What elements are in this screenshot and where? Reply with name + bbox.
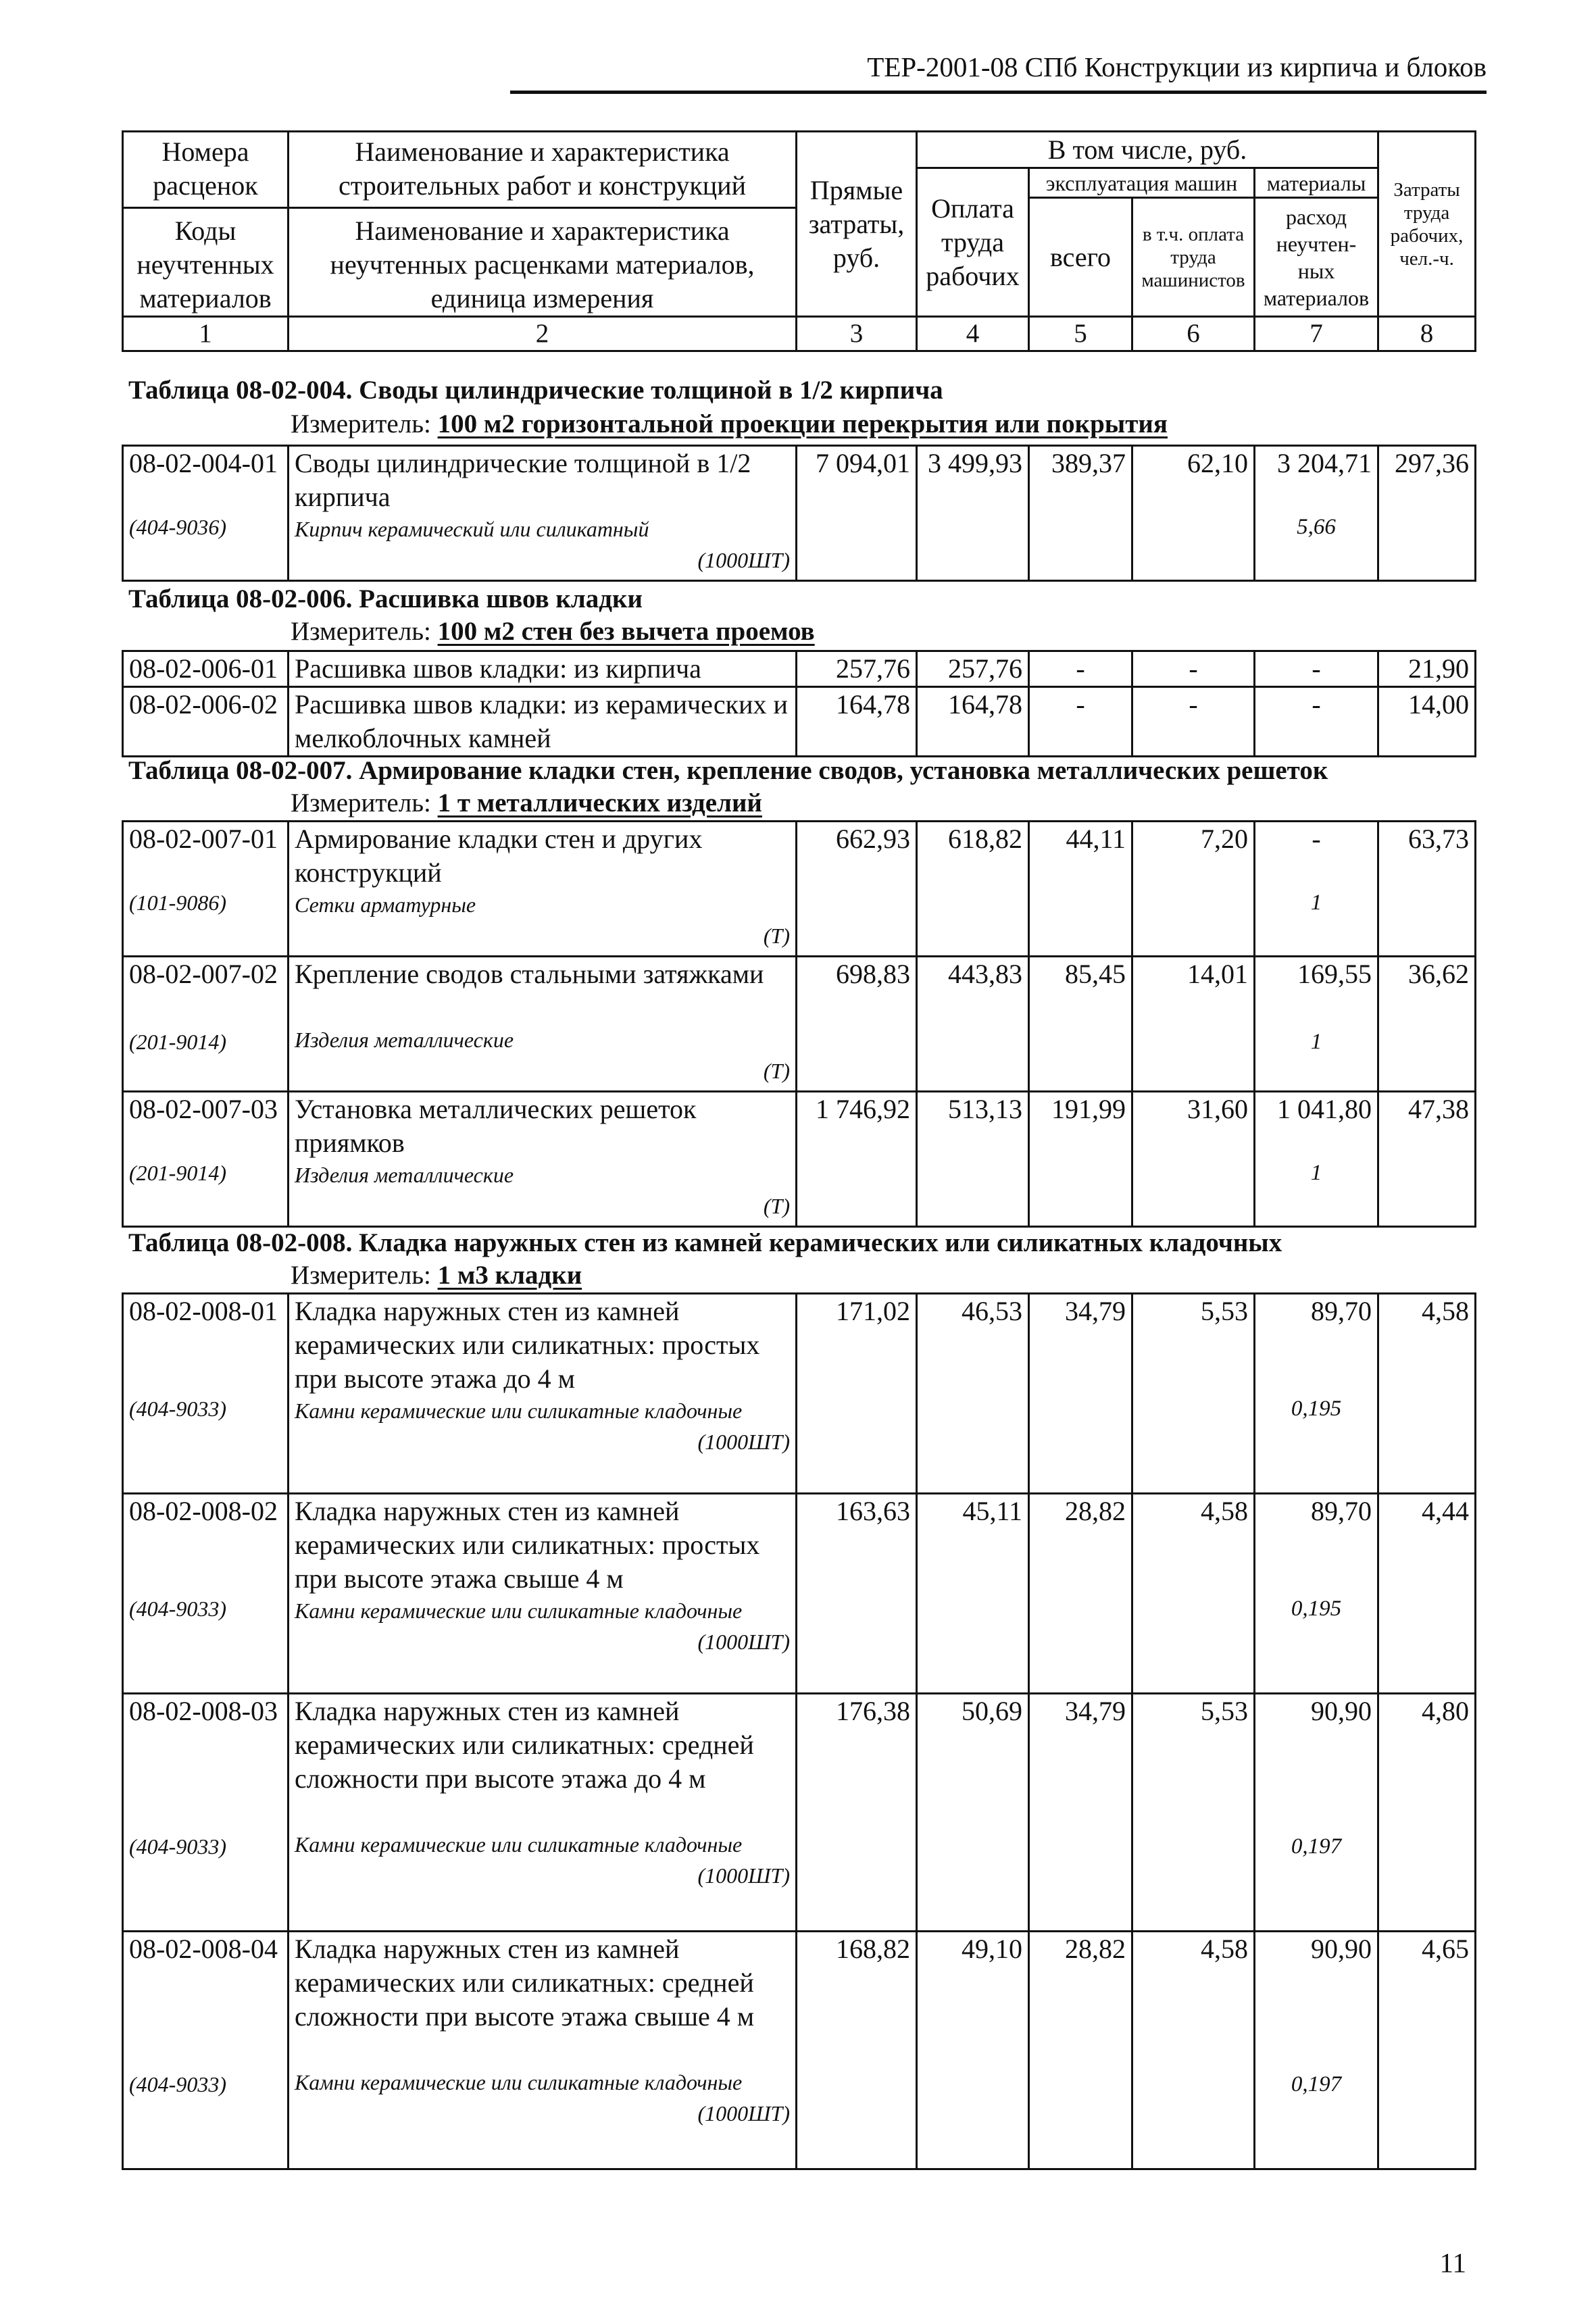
materials-header: материалы [1255,168,1378,198]
machinists-pay: - [1132,687,1255,757]
material-code: (404-9033) [129,1834,226,1859]
materials-cost: 3 204,71 [1277,448,1372,478]
machinists-pay: 62,10 [1132,446,1255,581]
rates-table-08-02-006 [122,650,1476,757]
rate-code: 08-02-008-04 [129,1934,278,1964]
rate-name: Армирование кладки стен и других конструкций [295,824,703,888]
table-caption: Таблица 08-02-006. Расшивка швов кладки [128,584,643,613]
machines-total: 85,45 [1029,957,1132,1092]
document-header: ТЕР-2001-08 СПб Конструкции из кирпича и блоков [867,51,1487,82]
direct-cost: 257,76 [797,651,917,687]
labor-pay: 45,11 [917,1494,1029,1694]
direct-cost: 163,63 [797,1494,917,1694]
direct-cost: 698,83 [797,957,917,1092]
rate-code: 08-02-006-02 [123,687,289,757]
machinists-pay: 14,01 [1132,957,1255,1092]
rate-code: 08-02-008-02 [129,1496,278,1526]
table-row [123,1494,1476,1694]
machines-total: - [1029,687,1132,757]
col-5-header: всего [1029,198,1132,317]
col-7-header: расход неучтен-ных материалов [1255,198,1378,317]
materials-cost: 1 041,80 [1277,1094,1372,1124]
material-unit: (Т) [763,1194,790,1218]
col-number: 6 [1132,317,1255,351]
col-4-header: Оплата труда рабочих [917,168,1029,317]
col-6-header: в т.ч. оплата труда машинистов [1132,198,1255,317]
machinists-pay: 4,58 [1132,1932,1255,2169]
rate-code: 08-02-007-03 [129,1094,278,1124]
rate-name: Установка металлических решеток приямков [295,1094,697,1158]
material-name: Камни керамические или силикатные кладочные [295,2070,743,2094]
material-code: (404-9036) [129,515,226,539]
machines-total: 28,82 [1029,1932,1132,2169]
machines-header: эксплуатация машин [1029,168,1255,198]
material-code: (101-9086) [129,890,226,915]
labor-hours: 63,73 [1378,822,1476,957]
direct-cost: 176,38 [797,1694,917,1932]
rate-code: 08-02-008-01 [129,1296,278,1326]
measure-line: Измеритель: 100 м2 стен без вычета проемов [291,617,815,646]
col-3-header: Прямые затраты, руб. [797,132,917,317]
page-number: 11 [1439,2247,1466,2278]
material-code: (404-9033) [129,2072,226,2096]
table-row [123,446,1476,581]
machinists-pay: 4,58 [1132,1494,1255,1694]
rate-code: 08-02-004-01 [129,448,278,478]
table-caption: Таблица 08-02-004. Своды цилиндрические толщиной в 1/2 кирпича [128,376,943,405]
labor-pay: 443,83 [917,957,1029,1092]
col-1b-label: Коды неучтенных материалов [124,207,287,316]
labor-pay: 618,82 [917,822,1029,957]
material-unit: (1000ШТ) [697,1430,790,1454]
material-unit: (1000ШТ) [697,1863,790,1888]
col-2-header [289,132,797,317]
column-header-table [122,130,1476,352]
table-row [123,1932,1476,2169]
materials-cost: 89,70 [1311,1296,1372,1326]
col-number: 7 [1255,317,1378,351]
material-qty: 1 [1310,890,1322,915]
rate-name: Кладка наружных стен из камней керамических или силикатных: простых при высоте этажа до 4 м [295,1296,760,1394]
measure-line: Измеритель: 1 м3 кладки [291,1261,582,1290]
col-2b-label: Наименование и характеристика неучтенных расценками материалов, единица измерения [289,207,795,316]
col-number: 5 [1029,317,1132,351]
labor-hours: 21,90 [1378,651,1476,687]
measure-line: Измеритель: 1 т металлических изделий [291,788,762,818]
direct-cost: 662,93 [797,822,917,957]
rate-name: Своды цилиндрические толщиной в 1/2 кирпича [295,448,751,512]
direct-cost: 7 094,01 [797,446,917,581]
materials-cost: - [1255,651,1378,687]
material-name: Камни керамические или силикатные кладочные [295,1599,743,1623]
col-number: 2 [289,317,797,351]
materials-cost: - [1312,824,1321,854]
machines-total: 44,11 [1029,822,1132,957]
labor-hours: 297,36 [1378,446,1476,581]
material-code: (404-9033) [129,1596,226,1621]
direct-cost: 168,82 [797,1932,917,2169]
materials-cost: 169,55 [1297,959,1372,989]
rates-table-08-02-007 [122,820,1476,1228]
rate-name: Кладка наружных стен из камней керамических или силикатных: средней сложности при высоте этажа свыше 4 м [295,1934,755,2032]
rate-name: Кладка наружных стен из камней керамических или силикатных: простых при высоте этажа свыше 4 м [295,1496,760,1594]
col-number: 1 [123,317,289,351]
material-unit: (1000ШТ) [697,548,790,572]
col-number: 4 [917,317,1029,351]
table-caption: Таблица 08-02-007. Армирование кладки стен, крепление сводов, установка металлических решеток [128,756,1328,785]
materials-cost: 89,70 [1311,1496,1372,1526]
labor-hours: 4,44 [1378,1494,1476,1694]
material-qty: 0,195 [1291,1397,1342,1421]
material-code: (201-9014) [129,1161,226,1185]
col-number: 8 [1378,317,1476,351]
table-row [123,822,1476,957]
materials-cost: 90,90 [1311,1934,1372,1964]
material-qty: 0,197 [1291,2072,1342,2096]
material-qty: 5,66 [1297,515,1336,539]
labor-pay: 164,78 [917,687,1029,757]
material-code: (201-9014) [129,1030,226,1054]
table-row [123,651,1476,687]
machines-total: 191,99 [1029,1092,1132,1227]
labor-pay: 49,10 [917,1932,1029,2169]
labor-hours: 14,00 [1378,687,1476,757]
labor-pay: 513,13 [917,1092,1029,1227]
machinists-pay: 5,53 [1132,1294,1255,1494]
rate-code: 08-02-006-01 [123,651,289,687]
rate-name: Кладка наружных стен из камней керамических или силикатных: средней сложности при высоте этажа до 4 м [295,1696,754,1794]
measure-line: Измеритель: 100 м2 горизонтальной проекции перекрытия или покрытия [291,409,1168,438]
rates-table-08-02-008 [122,1292,1476,2170]
material-code: (404-9033) [129,1397,226,1421]
machinists-pay: 31,60 [1132,1092,1255,1227]
table-row [123,687,1476,757]
material-name: Изделия металлические [295,1163,514,1187]
material-qty: 0,195 [1291,1596,1342,1621]
machinists-pay: - [1132,651,1255,687]
material-unit: (1000ШТ) [697,1630,790,1654]
group-header: В том числе, руб. [917,132,1378,168]
labor-hours: 47,38 [1378,1092,1476,1227]
col-number: 3 [797,317,917,351]
labor-pay: 3 499,93 [917,446,1029,581]
col-8-header: Затраты труда рабочих, чел.-ч. [1378,132,1476,317]
table-row [123,1092,1476,1227]
material-name: Изделия металлические [295,1028,514,1052]
col-1a-label: Номера расценок [153,136,258,201]
rate-name: Расшивка швов кладки: из кирпича [289,651,797,687]
materials-cost: - [1255,687,1378,757]
material-name: Сетки арматурные [295,892,476,917]
material-unit: (1000ШТ) [697,2101,790,2126]
material-name: Кирпич керамический или силикатный [295,517,649,541]
rate-code: 08-02-007-02 [129,959,278,989]
machines-total: 389,37 [1029,446,1132,581]
material-qty: 1 [1310,1161,1322,1185]
direct-cost: 1 746,92 [797,1092,917,1227]
labor-pay: 50,69 [917,1694,1029,1932]
table-caption: Таблица 08-02-008. Кладка наружных стен из камней керамических или силикатных кладочных [128,1228,1282,1257]
machinists-pay: 5,53 [1132,1694,1255,1932]
labor-hours: 4,58 [1378,1294,1476,1494]
machines-total: 34,79 [1029,1294,1132,1494]
col-2a-label: Наименование и характеристика строительных работ и конструкций [339,136,746,201]
col-1-header [123,132,289,317]
labor-hours: 4,65 [1378,1932,1476,2169]
material-name: Камни керамические или силикатные кладочные [295,1399,743,1423]
labor-pay: 46,53 [917,1294,1029,1494]
material-unit: (Т) [763,1059,790,1083]
materials-cost: 90,90 [1311,1696,1372,1726]
machines-total: 34,79 [1029,1694,1132,1932]
machinists-pay: 7,20 [1132,822,1255,957]
material-name: Камни керамические или силикатные кладочные [295,1832,743,1857]
material-qty: 1 [1310,1030,1322,1054]
direct-cost: 164,78 [797,687,917,757]
direct-cost: 171,02 [797,1294,917,1494]
table-row [123,1694,1476,1932]
rate-code: 08-02-008-03 [129,1696,278,1726]
machines-total: - [1029,651,1132,687]
labor-hours: 4,80 [1378,1694,1476,1932]
labor-pay: 257,76 [917,651,1029,687]
table-row [123,1294,1476,1494]
rate-name: Расшивка швов кладки: из керамических и мелкоблочных камней [289,687,797,757]
header-rule [510,91,1487,94]
rate-code: 08-02-007-01 [129,824,278,854]
material-unit: (Т) [763,924,790,948]
machines-total: 28,82 [1029,1494,1132,1694]
labor-hours: 36,62 [1378,957,1476,1092]
rate-name: Крепление сводов стальными затяжками [295,959,764,989]
table-row [123,957,1476,1092]
material-qty: 0,197 [1291,1834,1342,1859]
rates-table-08-02-004 [122,445,1476,582]
